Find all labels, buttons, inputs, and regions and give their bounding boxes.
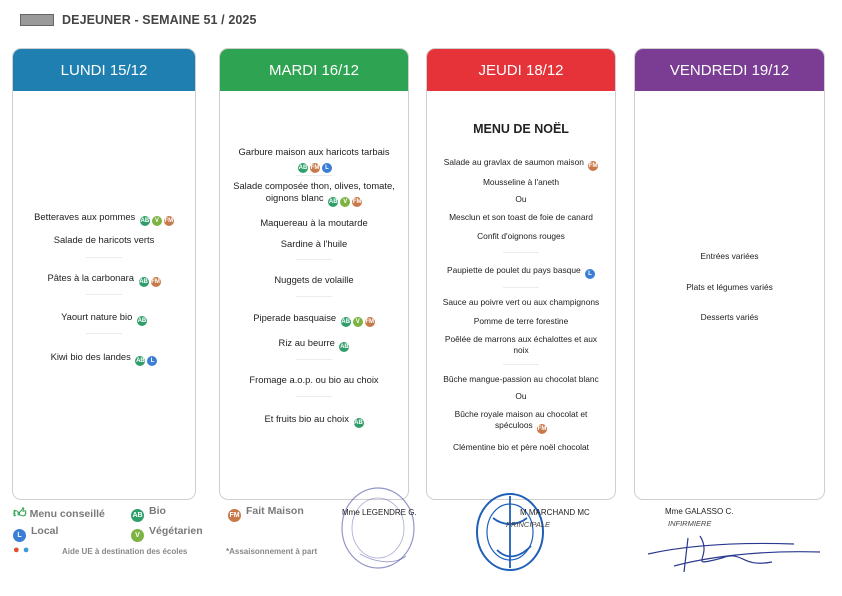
menu-item: Ou [515, 391, 527, 401]
bio-icon: AB [298, 165, 308, 171]
cow-icon: ● [22, 544, 30, 556]
separator [296, 175, 332, 176]
separator [86, 333, 122, 334]
bio-icon: AB [341, 319, 351, 325]
day-card-vendredi [634, 48, 825, 500]
legend-local: L Local [13, 525, 58, 542]
vegetarian-icon: V [131, 529, 144, 542]
stamp-2 [473, 490, 549, 580]
menu-item: Desserts variés [700, 312, 759, 322]
vegetarian-icon: V [152, 216, 162, 226]
vegetarian-icon: V [340, 197, 350, 207]
fait-maison-icon: FM [588, 163, 598, 169]
signatory-2-role: PRINCIPALE [506, 520, 551, 529]
stamp-1 [338, 484, 418, 572]
menu-item: Fromage a.o.p. ou bio au choix [249, 374, 379, 385]
signatory-3-name: Mme GALASSO C. [665, 507, 734, 516]
local-icon: L [147, 356, 157, 366]
separator [296, 296, 332, 297]
menu-item: Bûche mangue-passion au chocolat blanc [443, 374, 599, 384]
signatory-3-role: INFIRMIERE [668, 519, 712, 528]
bio-icon: AB [137, 318, 147, 324]
day-header-jeudi: JEUDI 18/12 [427, 49, 615, 91]
local-icon: L [585, 269, 595, 279]
menu-item: Pomme de terre forestine [473, 316, 569, 326]
menu-item: Betteraves aux pommes AB V FM [34, 211, 174, 224]
thumbs-up-icon: 👍︎ [13, 505, 27, 520]
menu-item: Riz au beurre AB [278, 337, 349, 350]
menu-item: Paupiette de poulet du pays basque L [427, 265, 615, 279]
menu-item: Entrées variées [700, 251, 759, 261]
menu-item: Yaourt nature bio AB [61, 311, 147, 324]
local-icon: L [13, 529, 26, 542]
vegetarian-icon: V [353, 317, 363, 327]
separator [503, 364, 539, 365]
separator [296, 396, 332, 397]
separator [296, 359, 332, 360]
menu-item: Sardine à l'huile [280, 238, 348, 249]
fait-maison-icon: FM [228, 509, 241, 522]
menu-item: Et fruits bio au choix AB [264, 413, 363, 426]
bio-icon: AB [140, 218, 150, 224]
menu-item: Sauce au poivre vert ou aux champignons [442, 297, 600, 307]
separator [296, 259, 332, 260]
day-card-mardi [219, 48, 409, 500]
day-header-lundi: LUNDI 15/12 [13, 49, 195, 91]
eu-aid-icons [13, 544, 29, 556]
fait-maison-icon: FM [151, 279, 160, 285]
fait-maison-icon: FM [310, 165, 320, 171]
separator [86, 257, 122, 258]
legend-menu-conseille: 👍︎ Menu conseillé [13, 505, 105, 520]
school-logo [20, 14, 54, 26]
fait-maison-icon: FM [537, 426, 547, 432]
menu-item: Poêlée de marrons aux échalottes et aux noix [444, 334, 598, 355]
menu-item: Maquereau à la moutarde [260, 217, 368, 228]
bio-icon: AB [136, 358, 145, 364]
menu-item: Plats et légumes variés [686, 282, 773, 292]
legend-fait-maison: FM Fait Maison [228, 505, 304, 522]
page-title: DEJEUNER - SEMAINE 51 / 2025 [62, 13, 257, 27]
menu-item: Garbure maison aux haricots tarbais AB FM L [238, 146, 390, 171]
menu-item: Bûche royale maison au chocolat et spéculoos FM [454, 409, 588, 432]
fait-maison-icon: FM [164, 218, 174, 224]
signature-3 [644, 528, 824, 576]
bio-icon: AB [139, 279, 148, 285]
menu-item: Pâtes à la carbonara AB FM [47, 272, 160, 285]
day-header-mardi: MARDI 16/12 [220, 49, 408, 91]
menu-item: Confit d'oignons rouges [477, 231, 565, 241]
bio-icon: AB [328, 199, 338, 205]
menu-item: Salade de haricots verts [53, 234, 155, 245]
menu-item: Kiwi bio des landes AB L [13, 351, 195, 366]
bio-icon: AB [131, 509, 144, 522]
signatory-2-name: M MARCHAND MC [520, 508, 590, 517]
signatory-1-name: Mme LEGENDRE G. [342, 508, 417, 517]
local-icon: L [322, 163, 332, 173]
menu-item: Mesclun et son toast de foie de canard [449, 212, 593, 222]
legend-vegetarien: V Végétarien [131, 525, 203, 542]
bio-icon: AB [354, 420, 363, 426]
separator [503, 287, 539, 288]
separator [503, 252, 539, 253]
fait-maison-icon: FM [352, 199, 362, 205]
menu-item: Salade au gravlax de saumon maison FM [443, 157, 598, 169]
eu-aid-note: Aide UE à destination des écoles [62, 547, 188, 556]
separator [86, 294, 122, 295]
menu-item: Salade composée thon, olives, tomate, oignons blanc AB V FM [233, 180, 395, 205]
apple-icon: ● [13, 544, 20, 556]
bio-icon: AB [340, 344, 349, 350]
menu-item: Piperade basquaise AB V FM [253, 312, 375, 325]
day-card-jeudi [426, 48, 616, 500]
day-card-lundi [12, 48, 196, 500]
menu-item: Clémentine bio et père noël chocolat [453, 442, 589, 452]
seasoning-note: *Assaisonnement à part [226, 547, 318, 556]
day-header-vendredi: VENDREDI 19/12 [635, 49, 824, 91]
christmas-menu-title: MENU DE NOËL [473, 122, 569, 136]
legend-bio: AB Bio [131, 505, 166, 522]
fait-maison-icon: FM [365, 319, 375, 325]
menu-item: Nuggets de volaille [274, 274, 354, 285]
menu-item: Mousseline à l'aneth [482, 177, 560, 187]
menu-item: Ou [515, 194, 527, 204]
